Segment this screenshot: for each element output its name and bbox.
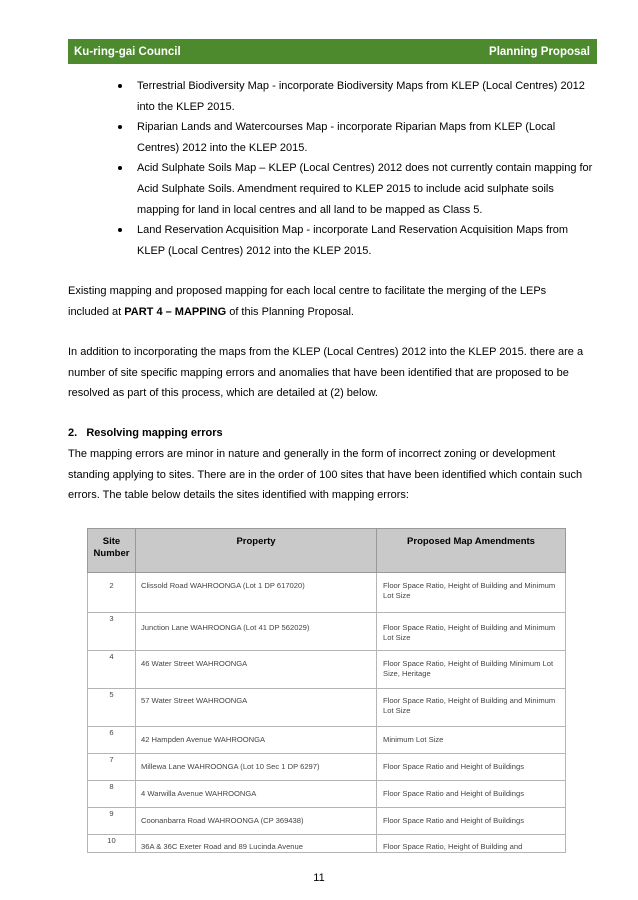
bullet-item — [114, 220, 594, 261]
site-number: 8 — [88, 781, 136, 808]
amendments: Floor Space Ratio and Height of Buildings — [377, 754, 566, 781]
site-number: 6 — [88, 727, 136, 754]
page-header — [68, 39, 597, 64]
header-council-name: Ku-ring-gai Council — [74, 45, 181, 58]
amendments: Floor Space Ratio, Height of Building and Minimum Lot Size — [377, 689, 566, 727]
amendments: Floor Space Ratio, Height of Building and Minimum Lot Size — [377, 573, 566, 613]
site-number: 7 — [88, 754, 136, 781]
bullet-icon — [118, 125, 122, 129]
errors-description-paragraph: The mapping errors are minor in nature and generally in the form of incorrect zoning or development standing applying to sites. There are in the order of 100 sites that have been identified which contain such errors. The table below details the sites identified with mapping errors: — [68, 448, 583, 501]
site-number: 2 — [88, 573, 136, 613]
property: 57 Water Street WAHROONGA — [136, 689, 377, 727]
site-number: 4 — [88, 651, 136, 689]
section-heading: 2. Resolving mapping errors — [68, 427, 223, 439]
mapping-paragraph-text-end: of this Planning Proposal. — [226, 305, 354, 318]
header-property: Property — [136, 529, 377, 573]
bullet-item — [114, 76, 594, 117]
site-number: 9 — [88, 808, 136, 835]
errors-intro-paragraph: In addition to incorporating the maps from the KLEP (Local Centres) 2012 into the KLEP 2015. there are a number of site specific mapping errors and anomalies that have been identified that are proposed to be resolved as part of this process, which are detailed at (2) below. — [68, 346, 584, 399]
amendments: Floor Space Ratio and Height of Buildings — [377, 781, 566, 808]
amendments: Floor Space Ratio, Height of Building and Minimum Lot Size — [377, 613, 566, 651]
table-row — [88, 613, 566, 651]
header-site-number: Site Number — [88, 529, 136, 573]
property: 42 Hampden Avenue WAHROONGA — [136, 727, 377, 754]
part-reference: PART 4 – MAPPING — [124, 305, 227, 318]
mapping-errors-table — [87, 528, 566, 853]
table-row — [88, 573, 566, 613]
property: Clissold Road WAHROONGA (Lot 1 DP 617020) — [136, 573, 377, 613]
header-amendments: Proposed Map Amendments — [377, 529, 566, 573]
property: 46 Water Street WAHROONGA — [136, 651, 377, 689]
amendments: Floor Space Ratio, Height of Building and — [377, 835, 566, 853]
site-number: 10 — [88, 835, 136, 853]
bullet-icon — [118, 166, 122, 170]
table-row — [88, 727, 566, 754]
amendments: Floor Space Ratio, Height of Building Minimum Lot Size, Heritage — [377, 651, 566, 689]
amendments: Floor Space Ratio and Height of Buildings — [377, 808, 566, 835]
bullet-item — [114, 117, 594, 158]
table-row — [88, 651, 566, 689]
property: 36A & 36C Exeter Road and 89 Lucinda Avenue — [136, 835, 377, 853]
table-row — [88, 689, 566, 727]
bullet-icon — [118, 228, 122, 232]
bullet-text: Terrestrial Biodiversity Map - incorporate Biodiversity Maps from KLEP (Local Centres) 2012 into the KLEP 2015. — [137, 80, 585, 113]
bullet-text: Riparian Lands and Watercourses Map - incorporate Riparian Maps from KLEP (Local Centres) 2012 into the KLEP 2015. — [137, 121, 556, 154]
table-header-row — [88, 529, 566, 573]
table-row — [88, 808, 566, 835]
amendments: Minimum Lot Size — [377, 727, 566, 754]
table-row — [88, 781, 566, 808]
page-number: 11 — [313, 872, 325, 884]
table-row — [88, 754, 566, 781]
property: Coonanbarra Road WAHROONGA (CP 369438) — [136, 808, 377, 835]
mapping-paragraph-text: Existing mapping and proposed mapping for each local centre to facilitate the merging of the LEPs included at — [68, 285, 547, 318]
bullet-item — [114, 158, 594, 220]
property: 4 Warwilla Avenue WAHROONGA — [136, 781, 377, 808]
bullet-icon — [118, 84, 122, 88]
site-number: 3 — [88, 613, 136, 651]
site-number: 5 — [88, 689, 136, 727]
bullet-text: Acid Sulphate Soils Map – KLEP (Local Centres) 2012 does not currently contain mapping for Acid Sulphate Soils. Amendment required to KLEP 2015 to include acid sulphate soils mapping for land in local centres and all land to be mapped as Class 5. — [137, 162, 593, 216]
property: Junction Lane WAHROONGA (Lot 41 DP 562029) — [136, 613, 377, 651]
map-bullet-list — [114, 76, 594, 261]
bullet-text: Land Reservation Acquisition Map - incorporate Land Reservation Acquisition Maps from KLEP (Local Centres) 2012 into the KLEP 2015. — [137, 224, 569, 257]
header-document-type: Planning Proposal — [489, 45, 590, 58]
table-row — [88, 835, 566, 853]
property: Millewa Lane WAHROONGA (Lot 10 Sec 1 DP 6297) — [136, 754, 377, 781]
mapping-paragraph — [68, 281, 588, 322]
